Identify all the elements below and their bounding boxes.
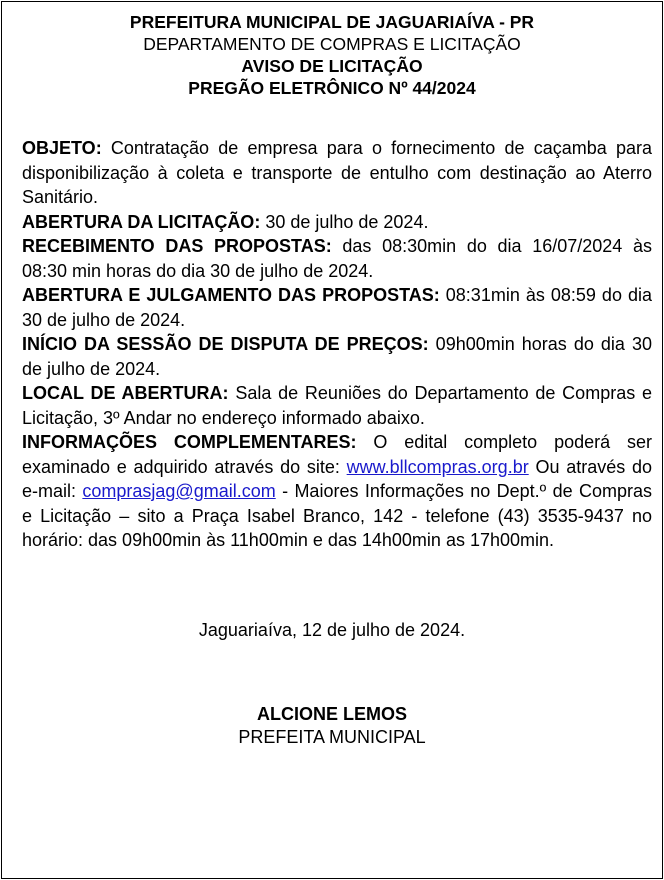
email-link[interactable]: comprasjag@gmail.com [82,481,276,501]
julgamento-text: 08:31min às 08:59 do dia 30 de julho de 2024. [22,285,652,330]
julgamento-label: ABERTURA E JULGAMENTO DAS PROPOSTAS: [22,285,440,305]
notice-header [2,11,662,99]
section-abertura [22,210,652,235]
objeto-label: OBJETO: [22,138,102,158]
notice-body [22,136,652,553]
signatory-name: ALCIONE LEMOS [256,704,407,724]
signature-block [0,703,664,749]
auction-number: PREGÃO ELETRÔNICO Nº 44/2024 [188,78,476,98]
section-julgamento [22,283,652,332]
objeto-text: Contratação de empresa para o fornecimento de caçamba para disponibilização à coleta e transporte de entulho com destinação ao Aterro Sanitário. [22,138,652,207]
local-label: LOCAL DE ABERTURA: [22,383,229,403]
section-objeto [22,136,652,210]
informacoes-text-1: O edital completo poderá ser examinado e adquirido através do site: [22,432,652,477]
section-disputa [22,332,652,381]
informacoes-text-2: Ou através do e-mail: [22,456,652,501]
municipality-title: PREFEITURA MUNICIPAL DE JAGUARIAÍVA - PR [129,12,535,32]
site-link[interactable]: www.bllcompras.org.br [346,456,529,477]
disputa-label: INÍCIO DA SESSÃO DE DISPUTA DE PREÇOS: [22,334,429,354]
local-text: Sala de Reuniões do Departamento de Compras e Licitação, 3º Andar no endereço informado abaixo. [22,383,652,428]
department-title: DEPARTAMENTO DE COMPRAS E LICITAÇÃO [143,34,521,54]
informacoes-label: INFORMAÇÕES COMPLEMENTARES: [22,432,357,452]
section-local [22,381,652,430]
recebimento-text: das 08:30min do dia 16/07/2024 às 08:30 min horas do dia 30 de julho de 2024. [22,236,652,281]
informacoes-text-3: - Maiores Informações no Dept.º de Compras e Licitação – sito a Praça Isabel Branco, 142 - telefone (43) 3535-9437 no horário: das 09h00min às 11h00min e das 14h00min as 17h00min. [22,481,652,550]
disputa-text: 09h00min horas do dia 30 de julho de 2024. [22,334,652,379]
section-recebimento [22,234,652,283]
notice-type: AVISO DE LICITAÇÃO [241,56,423,76]
abertura-label: ABERTURA DA LICITAÇÃO: [22,211,261,232]
section-informacoes [22,430,652,553]
signatory-title: PREFEITA MUNICIPAL [238,727,426,747]
notice-date: Jaguariaíva, 12 de julho de 2024. [198,620,466,640]
recebimento-label: RECEBIMENTO DAS PROPOSTAS: [22,236,332,256]
abertura-text: 30 de julho de 2024. [260,211,429,232]
